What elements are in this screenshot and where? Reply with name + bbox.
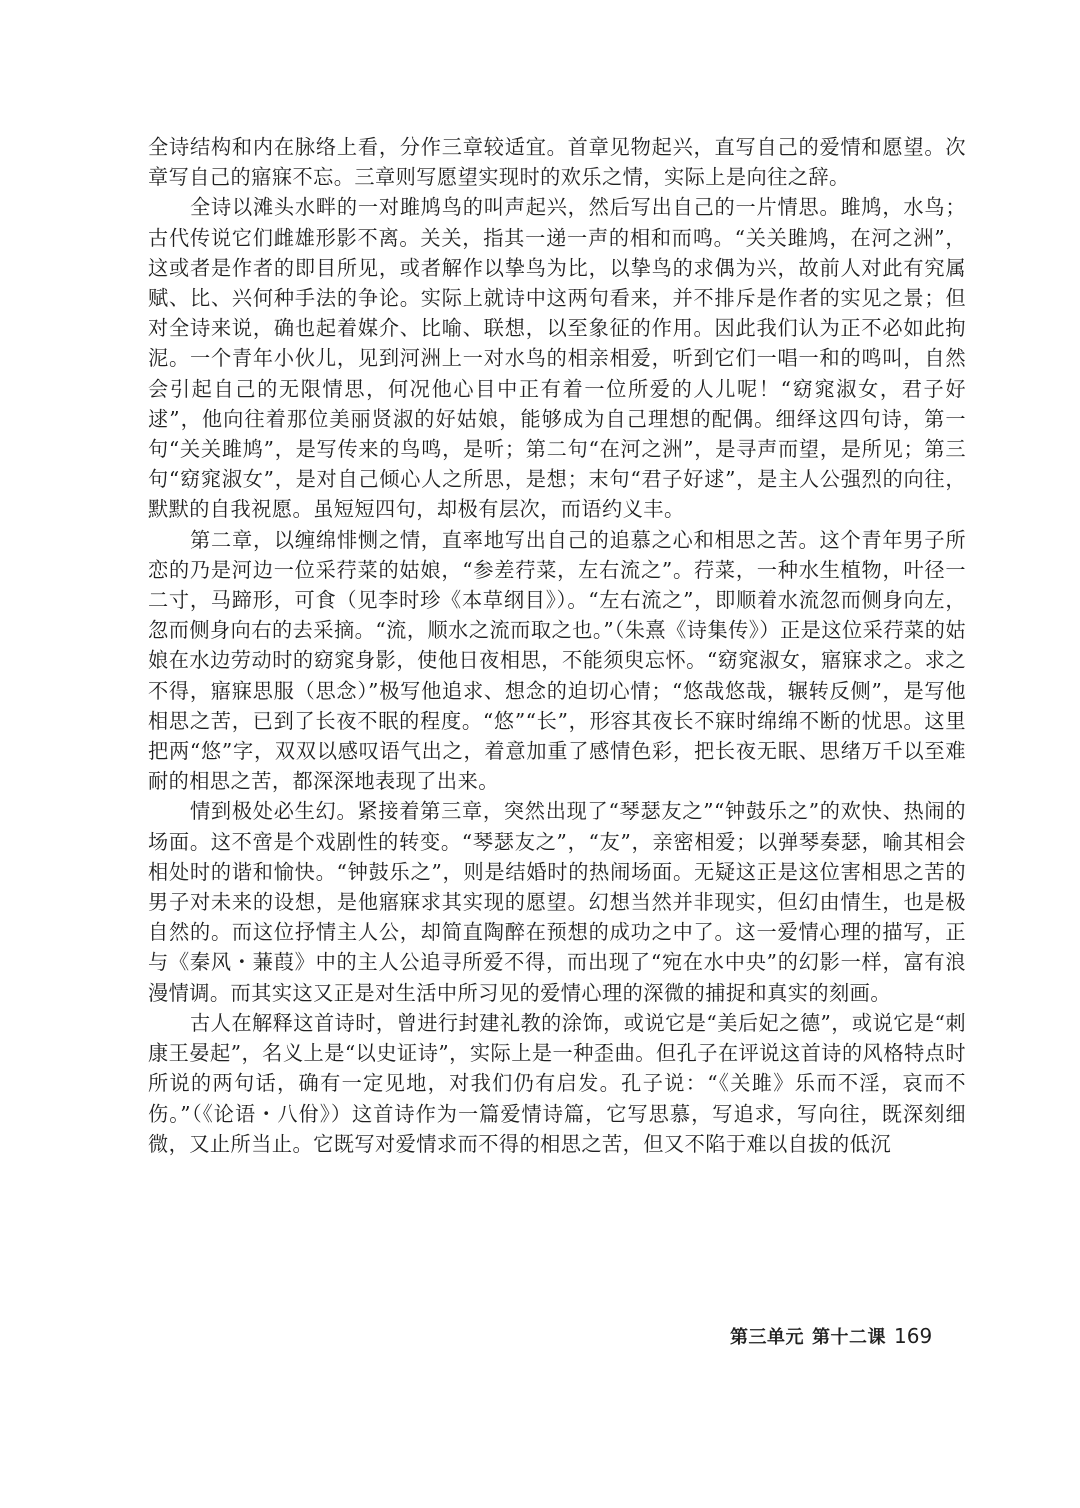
footer-lesson-label: 第十二课 bbox=[812, 1327, 886, 1348]
page-footer bbox=[730, 1324, 970, 1350]
page-body bbox=[148, 132, 966, 1159]
paragraph-2: 全诗以滩头水畔的一对雎鸠鸟的叫声起兴，然后写出自己的一片情思。雎鸠，水鸟；古代传说它们雌雄形影不离。关关，指其一递一声的相和而鸣。“关关雎鸠，在河之洲”，这或者是作者的即目所见，或者解作以挚鸟为比，以挚鸟的求偶为兴，故前人对此有究属赋、比、兴何种手法的争论。实际上就诗中这两句看来，并不排斥是作者的实见之景；但对全诗来说，确也起着媒介、比喻、联想，以至象征的作用。因此我们认为正不必如此拘泥。一个青年小伙儿，见到河洲上一对水鸟的相亲相爱，听到它们一唱一和的鸣叫，自然会引起自己的无限情思，何况他心目中正有着一位所爱的人儿呢！“窈窕淑女，君子好逑”，他向往着那位美丽贤淑的好姑娘，能够成为自己理想的配偶。细绎这四句诗，第一句“关关雎鸠”，是写传来的鸟鸣，是听；第二句“在河之洲”，是寻声而望，是所见；第三句“窈窕淑女”，是对自己倾心人之所思，是想；末句“君子好逑”，是主人公强烈的向往，默默的自我祝愿。虽短短四句，却极有层次，而语约义丰。 bbox=[148, 195, 966, 522]
paragraph-5: 古人在解释这首诗时，曾进行封建礼教的涂饰，或说它是“美后妃之德”，或说它是“刺康王晏起”，名义上是“以史证诗”，实际上是一种歪曲。但孔子在评说这首诗的风格特点时所说的两句话，确有一定见地，对我们仍有启发。孔子说：“《关雎》乐而不淫，哀而不伤。”（《论语・八佾》）这首诗作为一篇爱情诗篇，它写思慕，写追求，写向往，既深刻细微，又止所当止。它既写对爱情求而不得的相思之苦，但又不陷于难以自拔的低沉 bbox=[148, 1010, 966, 1156]
footer-unit-label: 第三单元 bbox=[730, 1327, 804, 1348]
paragraph-1: 全诗结构和内在脉络上看，分作三章较适宜。首章见物起兴，直写自己的爱情和愿望。次章写自己的寤寐不忘。三章则写愿望实现时的欢乐之情，实际上是向往之辞。 bbox=[148, 135, 966, 190]
paragraph-3: 第二章，以缠绵悱恻之情，直率地写出自己的追慕之心和相思之苦。这个青年男子所恋的乃是河边一位采荇菜的姑娘，“参差荇菜，左右流之”。荇菜，一种水生植物，叶径一二寸，马蹄形，可食（见李时珍《本草纲目》）。“左右流之”，即顺着水流忽而侧身向左，忽而侧身向右的去采摘。“流，顺水之流而取之也。”（朱熹《诗集传》）正是这位采荇菜的姑娘在水边劳动时的窈窕身影，使他日夜相思，不能须臾忘怀。“窈窕淑女，寤寐求之。求之不得，寤寐思服（思念）”极写他追求、想念的迫切心情；“悠哉悠哉，辗转反侧”，是写他相思之苦，已到了长夜不眠的程度。“悠”“长”，形容其夜长不寐时绵绵不断的忧思。这里把两“悠”字，双双以感叹语气出之，着意加重了感情色彩，把长夜无眠、思绪万千以至难耐的相思之苦，都深深地表现了出来。 bbox=[148, 527, 966, 794]
paragraph-4: 情到极处必生幻。紧接着第三章，突然出现了“琴瑟友之”“钟鼓乐之”的欢快、热闹的场面。这不啻是个戏剧性的转变。“琴瑟友之”，“友”，亲密相爱；以弹琴奏瑟，喻其相会相处时的谐和愉快。“钟鼓乐之”，则是结婚时的热闹场面。无疑这正是这位害相思之苦的男子对未来的设想，是他寤寐求其实现的愿望。幻想当然并非现实，但幻由情生，也是极自然的。而这位抒情主人公，却简直陶醉在预想的成功之中了。这一爱情心理的描写，正与《秦风・蒹葭》中的主人公追寻所爱不得，而出现了“宛在水中央”的幻影一样，富有浪漫情调。而其实这又正是对生活中所习见的爱情心理的深微的捕捉和真实的刻画。 bbox=[148, 799, 966, 1005]
page-number: 169 bbox=[894, 1324, 933, 1348]
